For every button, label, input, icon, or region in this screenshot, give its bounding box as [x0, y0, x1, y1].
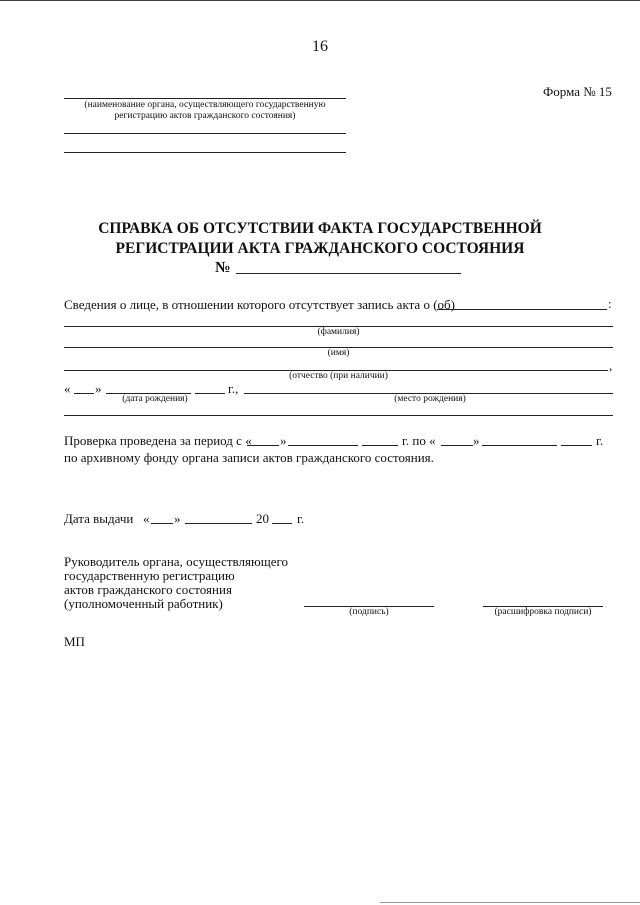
signature-decoding-caption: (расшифровка подписи) — [494, 607, 592, 617]
head-title-line-1: Руководитель органа, осуществляющего — [64, 554, 288, 569]
patronymic-comma: , — [609, 358, 613, 373]
person-info-text: Сведения о лице, в отношении которого отсутствует запись акта о (об) — [64, 297, 455, 312]
name-caption: (имя) — [327, 348, 350, 358]
number-sign: № — [215, 259, 231, 276]
head-title-line-4: (уполномоченный работник) — [64, 596, 223, 611]
birth-year-suffix: г., — [228, 381, 239, 396]
check-to-month-field[interactable] — [482, 445, 557, 446]
head-title-line-3: актов гражданского состояния — [64, 582, 232, 597]
check-to-quote-close: » — [473, 433, 480, 448]
authority-caption-2: регистрацию актов гражданского состояния) — [114, 111, 296, 121]
check-to-year-field[interactable] — [561, 445, 592, 446]
authority-name-line-3[interactable] — [64, 152, 346, 153]
birth-place-caption: (место рождения) — [394, 394, 466, 404]
authority-name-line-2[interactable] — [64, 133, 346, 134]
check-to-year-suffix: г. — [596, 433, 604, 448]
seal-place: МП — [64, 634, 85, 649]
check-from-quote-close: » — [280, 433, 287, 448]
form-number: Форма № 15 — [543, 84, 612, 99]
issue-century: 20 — [256, 511, 269, 526]
issue-year-field[interactable] — [272, 523, 292, 524]
surname-caption: (фамилия) — [317, 327, 360, 337]
check-period-text: Проверка проведена за период с « — [64, 433, 252, 448]
birth-date-caption: (дата рождения) — [122, 394, 188, 404]
signature-caption: (подпись) — [349, 607, 389, 617]
patronymic-caption: (отчество (при наличии) — [289, 371, 388, 381]
archive-text: по архивному фонду органа записи актов гражданского состояния. — [64, 450, 434, 465]
issue-quote-open: « — [143, 511, 150, 526]
bottom-edge-line — [380, 902, 640, 903]
check-to-text: г. по « — [402, 433, 436, 448]
certificate-number-field[interactable] — [236, 273, 461, 274]
check-from-month-field[interactable] — [288, 445, 358, 446]
check-from-day-field[interactable] — [247, 445, 279, 446]
document-title-line-1: СПРАВКА ОБ ОТСУТСТВИИ ФАКТА ГОСУДАРСТВЕННОЙ — [98, 220, 542, 237]
birth-day-field[interactable] — [74, 393, 94, 394]
authority-name-line[interactable] — [64, 98, 346, 99]
authority-caption-1: (наименование органа, осуществляющего государственную — [84, 100, 326, 110]
birth-place-field-2[interactable] — [64, 415, 613, 416]
issue-quote-close: » — [174, 511, 181, 526]
issue-date-label: Дата выдачи — [64, 511, 134, 526]
top-edge-line — [0, 0, 640, 1]
birth-quote-open: « — [64, 381, 71, 396]
check-to-day-field[interactable] — [441, 445, 473, 446]
birth-quote-close: » — [95, 381, 102, 396]
colon: : — [608, 296, 612, 311]
check-from-year-field[interactable] — [362, 445, 398, 446]
issue-month-field[interactable] — [185, 523, 252, 524]
issue-day-field[interactable] — [151, 523, 173, 524]
document-title-line-2: РЕГИСТРАЦИИ АКТА ГРАЖДАНСКОГО СОСТОЯНИЯ — [115, 240, 525, 257]
act-type-field[interactable] — [437, 309, 607, 310]
issue-year-suffix: г. — [297, 511, 305, 526]
page-number: 16 — [312, 38, 328, 55]
head-title-line-2: государственную регистрацию — [64, 568, 235, 583]
